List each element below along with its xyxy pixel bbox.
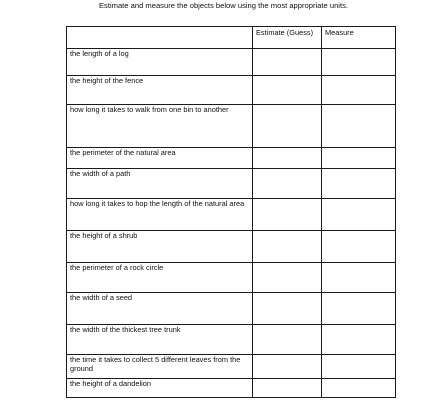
- table-row: [67, 76, 396, 105]
- item-cell: the perimeter of the natural area: [67, 148, 253, 169]
- item-cell: the time it takes to collect 5 different leaves from the ground: [67, 355, 253, 379]
- estimate-cell[interactable]: [253, 148, 322, 169]
- table-row: [67, 325, 396, 355]
- item-cell: the width of the thickest tree trunk: [67, 325, 253, 355]
- estimate-cell[interactable]: [253, 76, 322, 105]
- measure-cell[interactable]: [322, 231, 396, 263]
- estimate-cell[interactable]: [253, 199, 322, 231]
- measure-cell[interactable]: [322, 199, 396, 231]
- table-row: [67, 169, 396, 199]
- item-cell: the height of the fence: [67, 76, 253, 105]
- table-row: [67, 379, 396, 398]
- table-row: [67, 49, 396, 76]
- estimate-cell[interactable]: [253, 263, 322, 293]
- item-column-header: [67, 27, 253, 49]
- item-cell: the length of a log: [67, 49, 253, 76]
- estimate-cell[interactable]: [253, 105, 322, 148]
- item-cell: the width of a seed: [67, 293, 253, 325]
- item-cell: the height of a shrub: [67, 231, 253, 263]
- table-row: [67, 263, 396, 293]
- estimate-cell[interactable]: [253, 355, 322, 379]
- estimate-cell[interactable]: [253, 169, 322, 199]
- measure-cell[interactable]: [322, 263, 396, 293]
- table-header-row: [67, 27, 396, 49]
- table-row: [67, 105, 396, 148]
- measure-column-header: Measure: [322, 27, 396, 49]
- item-cell: how long it takes to hop the length of the natural area: [67, 199, 253, 231]
- estimate-column-header: Estimate (Guess): [253, 27, 322, 49]
- estimate-cell[interactable]: [253, 325, 322, 355]
- item-cell: the width of a path: [67, 169, 253, 199]
- measure-cell[interactable]: [322, 325, 396, 355]
- worksheet-instructions: Estimate and measure the objects below using the most appropriate units.: [98, 1, 349, 10]
- measure-cell[interactable]: [322, 355, 396, 379]
- table-row: [67, 293, 396, 325]
- estimate-cell[interactable]: [253, 379, 322, 398]
- measure-cell[interactable]: [322, 293, 396, 325]
- measurement-table: [66, 26, 396, 398]
- estimate-cell[interactable]: [253, 231, 322, 263]
- table-row: [67, 199, 396, 231]
- measure-cell[interactable]: [322, 76, 396, 105]
- measure-cell[interactable]: [322, 169, 396, 199]
- table-row: [67, 355, 396, 379]
- item-cell: how long it takes to walk from one bin to another: [67, 105, 253, 148]
- measure-cell[interactable]: [322, 379, 396, 398]
- table-row: [67, 148, 396, 169]
- measure-cell[interactable]: [322, 49, 396, 76]
- item-cell: the height of a dandelion: [67, 379, 253, 398]
- estimate-cell[interactable]: [253, 49, 322, 76]
- item-cell: the perimeter of a rock circle: [67, 263, 253, 293]
- estimate-cell[interactable]: [253, 293, 322, 325]
- measure-cell[interactable]: [322, 148, 396, 169]
- table-row: [67, 231, 396, 263]
- measure-cell[interactable]: [322, 105, 396, 148]
